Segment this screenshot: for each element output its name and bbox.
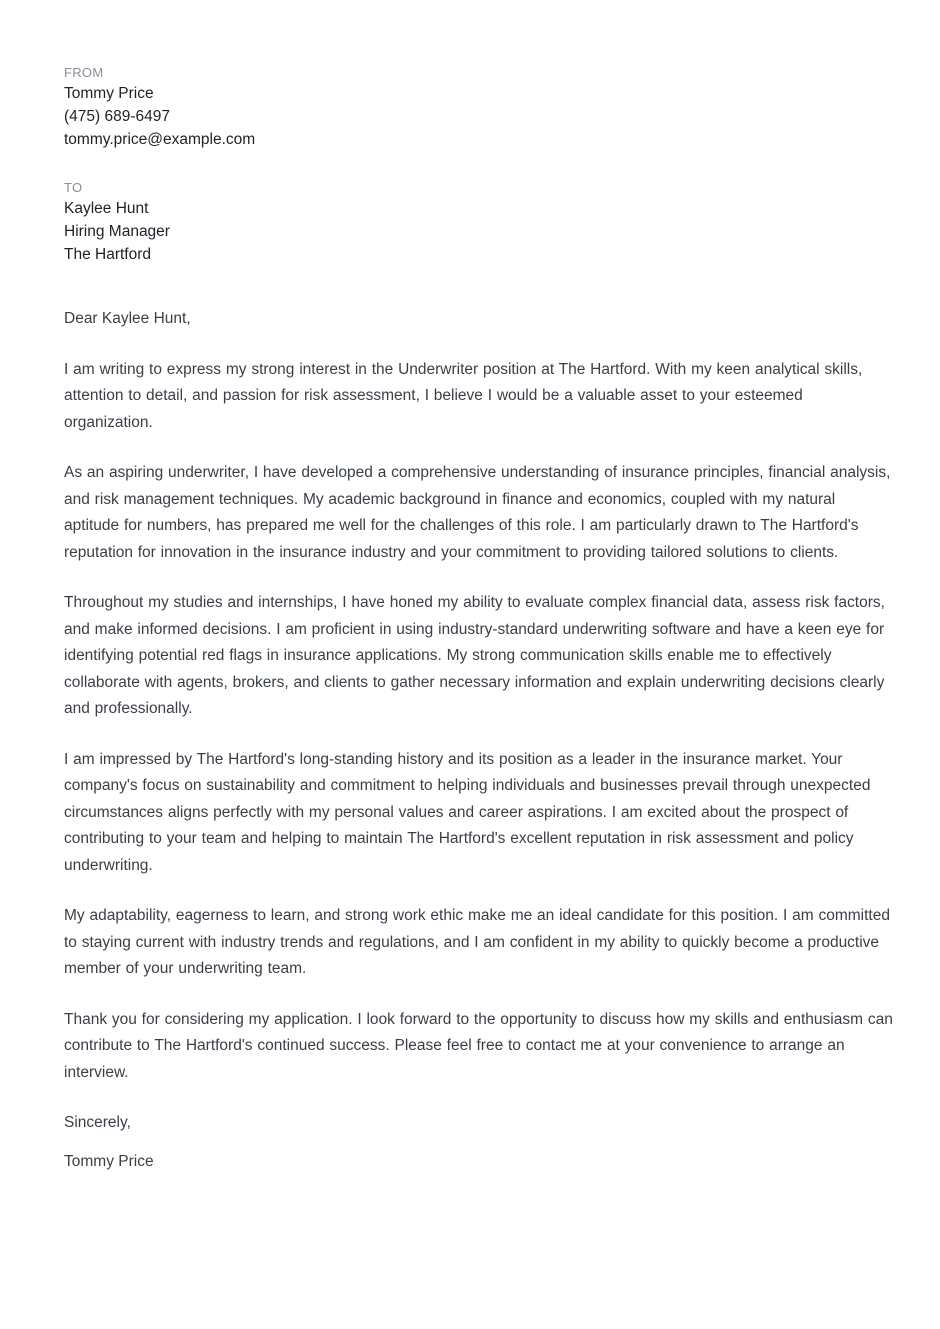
- sender-phone: (475) 689-6497: [64, 108, 170, 125]
- recipient-company: The Hartford: [64, 246, 152, 263]
- to-label: TO: [64, 180, 83, 195]
- sender-block: [64, 64, 894, 151]
- recipient-block: [64, 179, 894, 266]
- letter-paragraph: I am impressed by The Hartford's long-standing history and its position as a leader in the insurance market. Your company's focus on sustainability and commitment to helping individuals and businesses prevail through unexpected circumstances aligns perfectly with my personal values and career aspirations. I am excited about the prospect of contributing to your team and helping to maintain The Hartford's excellent reputation in risk assessment and policy underwriting.: [64, 750, 871, 874]
- recipient-title: Hiring Manager: [64, 223, 170, 240]
- letter-signature: Tommy Price: [64, 1152, 154, 1170]
- letter-paragraph: Throughout my studies and internships, I have honed my ability to evaluate complex financial data, assess risk factors, and make informed decisions. I am proficient in using industry-standard underwriting software and have a keen eye for identifying potential red flags in insurance applications. My strong communication skills enable me to effectively collaborate with agents, brokers, and clients to gather necessary information and explain underwriting decisions clearly and professionally.: [64, 594, 885, 717]
- letter-paragraph: As an aspiring underwriter, I have developed a comprehensive understanding of insurance principles, financial analysis, and risk management techniques. My academic background in finance and economics, coupled with my natural aptitude for numbers, has prepared me well for the challenges of this role. I am particularly drawn to The Hartford's reputation for innovation in the insurance industry and your commitment to providing tailored solutions to clients.: [64, 464, 891, 561]
- sender-name: Tommy Price: [64, 85, 154, 102]
- recipient-name: Kaylee Hunt: [64, 200, 149, 217]
- letter-paragraph: I am writing to express my strong interest in the Underwriter position at The Hartford. With my keen analytical skills, attention to detail, and passion for risk assessment, I believe I would be a valuable asset to your esteemed organization.: [64, 360, 863, 431]
- from-label: FROM: [64, 65, 104, 80]
- sender-email: tommy.price@example.com: [64, 131, 256, 148]
- letter-closing: Sincerely,: [64, 1114, 131, 1131]
- letter-paragraph: My adaptability, eagerness to learn, and strong work ethic make me an ideal candidate for this position. I am committed to staying current with industry trends and regulations, and I am confident in my ability to quickly become a productive member of your underwriting team.: [64, 907, 890, 977]
- letter-greeting: Dear Kaylee Hunt,: [64, 310, 191, 327]
- letter-paragraph: Thank you for considering my application. I look forward to the opportunity to discuss how my skills and enthusiasm can contribute to The Hartford's continued success. Please feel free to contact me at your convenience to arrange an interview.: [64, 1010, 893, 1081]
